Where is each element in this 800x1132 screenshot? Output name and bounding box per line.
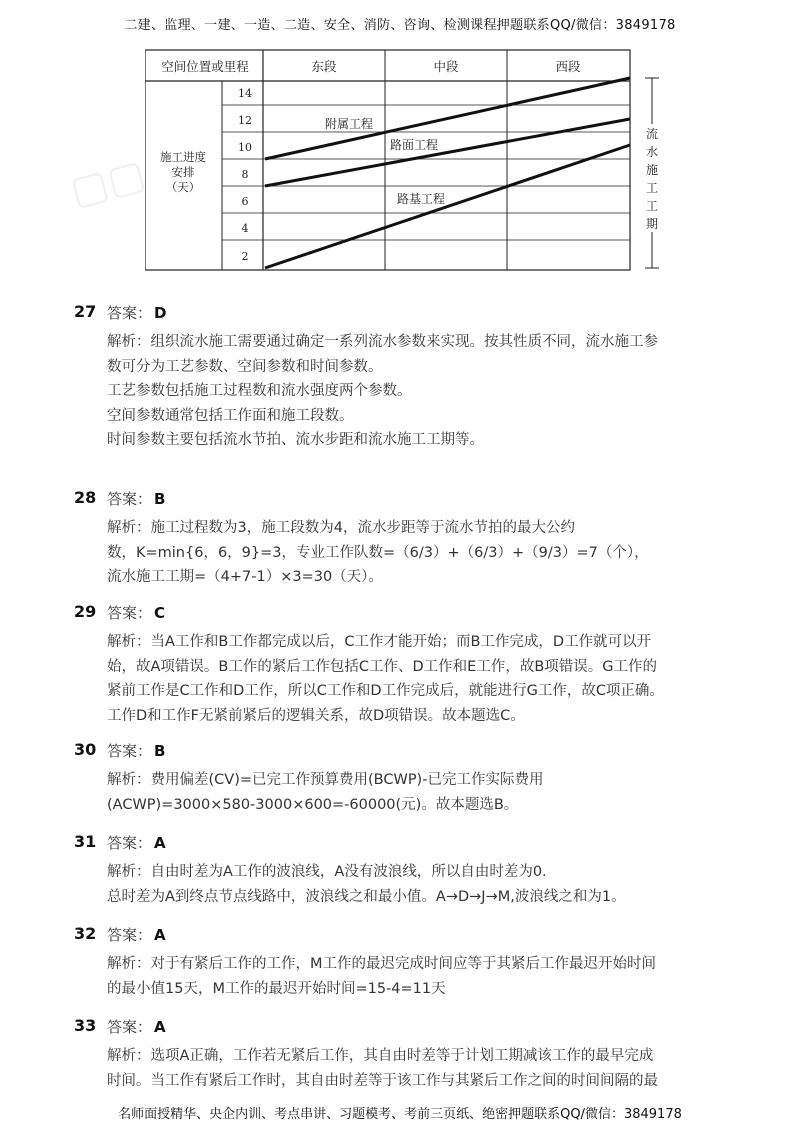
tick-label: 12 (238, 114, 252, 127)
answer-label: 答案： (107, 742, 153, 760)
row-label-line3: （天） (165, 180, 201, 194)
answer-value: D (154, 304, 167, 322)
line-ancillary-works (265, 78, 630, 159)
figure-header-label: 空间位置或里程 (161, 59, 249, 74)
explanation (107, 952, 727, 1001)
line-label-subgrade: 路基工程 (397, 192, 446, 206)
answer-line (107, 302, 166, 323)
explanation-line: 时间。当工作有紧后工作时，其自由时差等于该工作与其紧后工作之间的时间间隔的最 (107, 1072, 658, 1089)
explanation-line: 解析：自由时差为A工作的波浪线，A没有波浪线，所以自由时差为0. (107, 864, 547, 880)
bracket-char: 期 (645, 217, 659, 231)
answer-line (107, 740, 165, 761)
explanation-line: 工作D和工作F无紧前紧后的逻辑关系，故D项错误。故本题选C。 (107, 707, 525, 724)
answer-line (107, 488, 165, 509)
segment-label-middle: 中段 (433, 59, 459, 74)
answer-value: A (154, 1018, 166, 1036)
explanation (107, 516, 727, 590)
explanation-line: 解析：当A工作和B工作都完成以后，C工作才能开始；而B工作完成，D工作就可以开 (107, 634, 652, 650)
figure-svg (145, 46, 675, 276)
explanation-line: 时间参数主要包括流水节拍、流水步距和流水施工工期等。 (107, 432, 484, 448)
answer-label: 答案： (107, 604, 153, 622)
question-number: 28 (74, 488, 97, 507)
answer-label: 答案： (107, 1018, 153, 1036)
bracket-char: 工 (645, 181, 659, 195)
figure-border (145, 50, 630, 270)
page-header: 二建、监理、一建、一造、二造、安全、消防、咨询、检测课程押题联系QQ/微信：3849178 (124, 18, 676, 33)
explanation-line: 数可分为工艺参数、空间参数和时间参数。 (107, 358, 383, 375)
answer-value: B (154, 490, 166, 508)
question-number: 33 (74, 1016, 97, 1035)
answer-line (107, 1016, 166, 1037)
line-label-pavement: 路面工程 (390, 138, 439, 152)
question-number: 31 (74, 832, 97, 851)
answer-label: 答案： (107, 490, 153, 508)
bracket-char: 工 (645, 199, 659, 213)
question-number: 30 (74, 740, 97, 759)
explanation-line: 解析：费用偏差(CV)=已完工作预算费用(BCWP)-已完工作实际费用 (107, 772, 544, 788)
bracket-char: 施 (645, 163, 659, 177)
explanation (107, 330, 727, 453)
bracket-char: 水 (645, 145, 659, 159)
answer-label: 答案： (107, 304, 153, 322)
tick-label: 10 (238, 141, 252, 154)
tick-label: 2 (241, 250, 249, 263)
row-label-line2: 安排 (171, 165, 195, 179)
flow-schedule-figure (145, 46, 675, 276)
question-number: 29 (74, 602, 97, 621)
explanation-line: 工艺参数包括施工过程数和流水强度两个参数。 (107, 383, 412, 399)
explanation-line: 数，K=min{6，6，9}=3，专业工作队数=（6/3）+（6/3）+（9/3）=7（个）， (107, 544, 649, 561)
answer-line (107, 924, 166, 945)
answer-label: 答案： (107, 926, 153, 944)
answer-value: A (154, 926, 166, 944)
explanation (107, 768, 727, 817)
watermark-logo: ▢▢ (65, 151, 151, 215)
answer-line (107, 602, 165, 623)
segment-label-west: 西段 (555, 59, 581, 74)
explanation-line: 解析：对于有紧后工作的工作，M工作的最迟完成时间应等于其紧后工作最迟开始时间 (107, 956, 657, 972)
tick-label: 4 (241, 222, 249, 235)
explanation-line: 空间参数通常包括工作面和施工段数。 (107, 407, 354, 424)
page-footer: 名师面授精华、央企内训、考点串讲、习题模考、考前三页纸、绝密押题联系QQ/微信：3849178 (118, 1107, 682, 1122)
explanation-line: 流水施工工期=（4+7-1）×3=30（天）。 (107, 569, 383, 585)
explanation-line: (ACWP)=3000×580-3000×600=-60000(元)。故本题选B。 (107, 796, 519, 813)
question-number: 32 (74, 924, 97, 943)
line-subgrade-works (265, 145, 630, 268)
explanation (107, 630, 727, 728)
explanation-line: 始，故A项错误。B工作的紧后工作包括C工作、D工作和E工作，故B项错误。G工作的 (107, 658, 657, 675)
explanation-line: 解析：施工过程数为3，施工段数为4，流水步距等于流水节拍的最大公约 (107, 520, 575, 536)
explanation-line: 紧前工作是C工作和D工作，所以C工作和D工作完成后，就能进行G工作，故C项正确。 (107, 683, 664, 699)
tick-label: 6 (241, 195, 249, 208)
line-label-ancillary: 附属工程 (325, 117, 374, 131)
tick-label: 14 (238, 87, 252, 100)
line-pavement-works (265, 119, 630, 186)
tick-label: 8 (241, 168, 249, 181)
answer-value: C (154, 604, 166, 622)
answer-value: B (154, 742, 166, 760)
question-number: 27 (74, 302, 97, 321)
explanation-line: 的最小值15天，M工作的最迟开始时间=15-4=11天 (107, 980, 446, 997)
explanation (107, 860, 727, 909)
segment-label-east: 东段 (311, 59, 337, 74)
explanation-line: 总时差为A到终点节点线路中，波浪线之和最小值。A→D→J→M,波浪线之和为1。 (107, 888, 626, 905)
explanation (107, 1044, 727, 1093)
answer-label: 答案： (107, 834, 153, 852)
explanation-line: 解析：选项A正确，工作若无紧后工作，其自由时差等于计划工期减该工作的最早完成 (107, 1048, 654, 1064)
answer-value: A (154, 834, 166, 852)
row-label-line1: 施工进度 (160, 150, 206, 164)
explanation-line: 解析：组织流水施工需要通过确定一系列流水参数来实现。按其性质不同，流水施工参 (107, 334, 658, 350)
answer-line (107, 832, 166, 853)
bracket-char: 流 (645, 127, 659, 141)
